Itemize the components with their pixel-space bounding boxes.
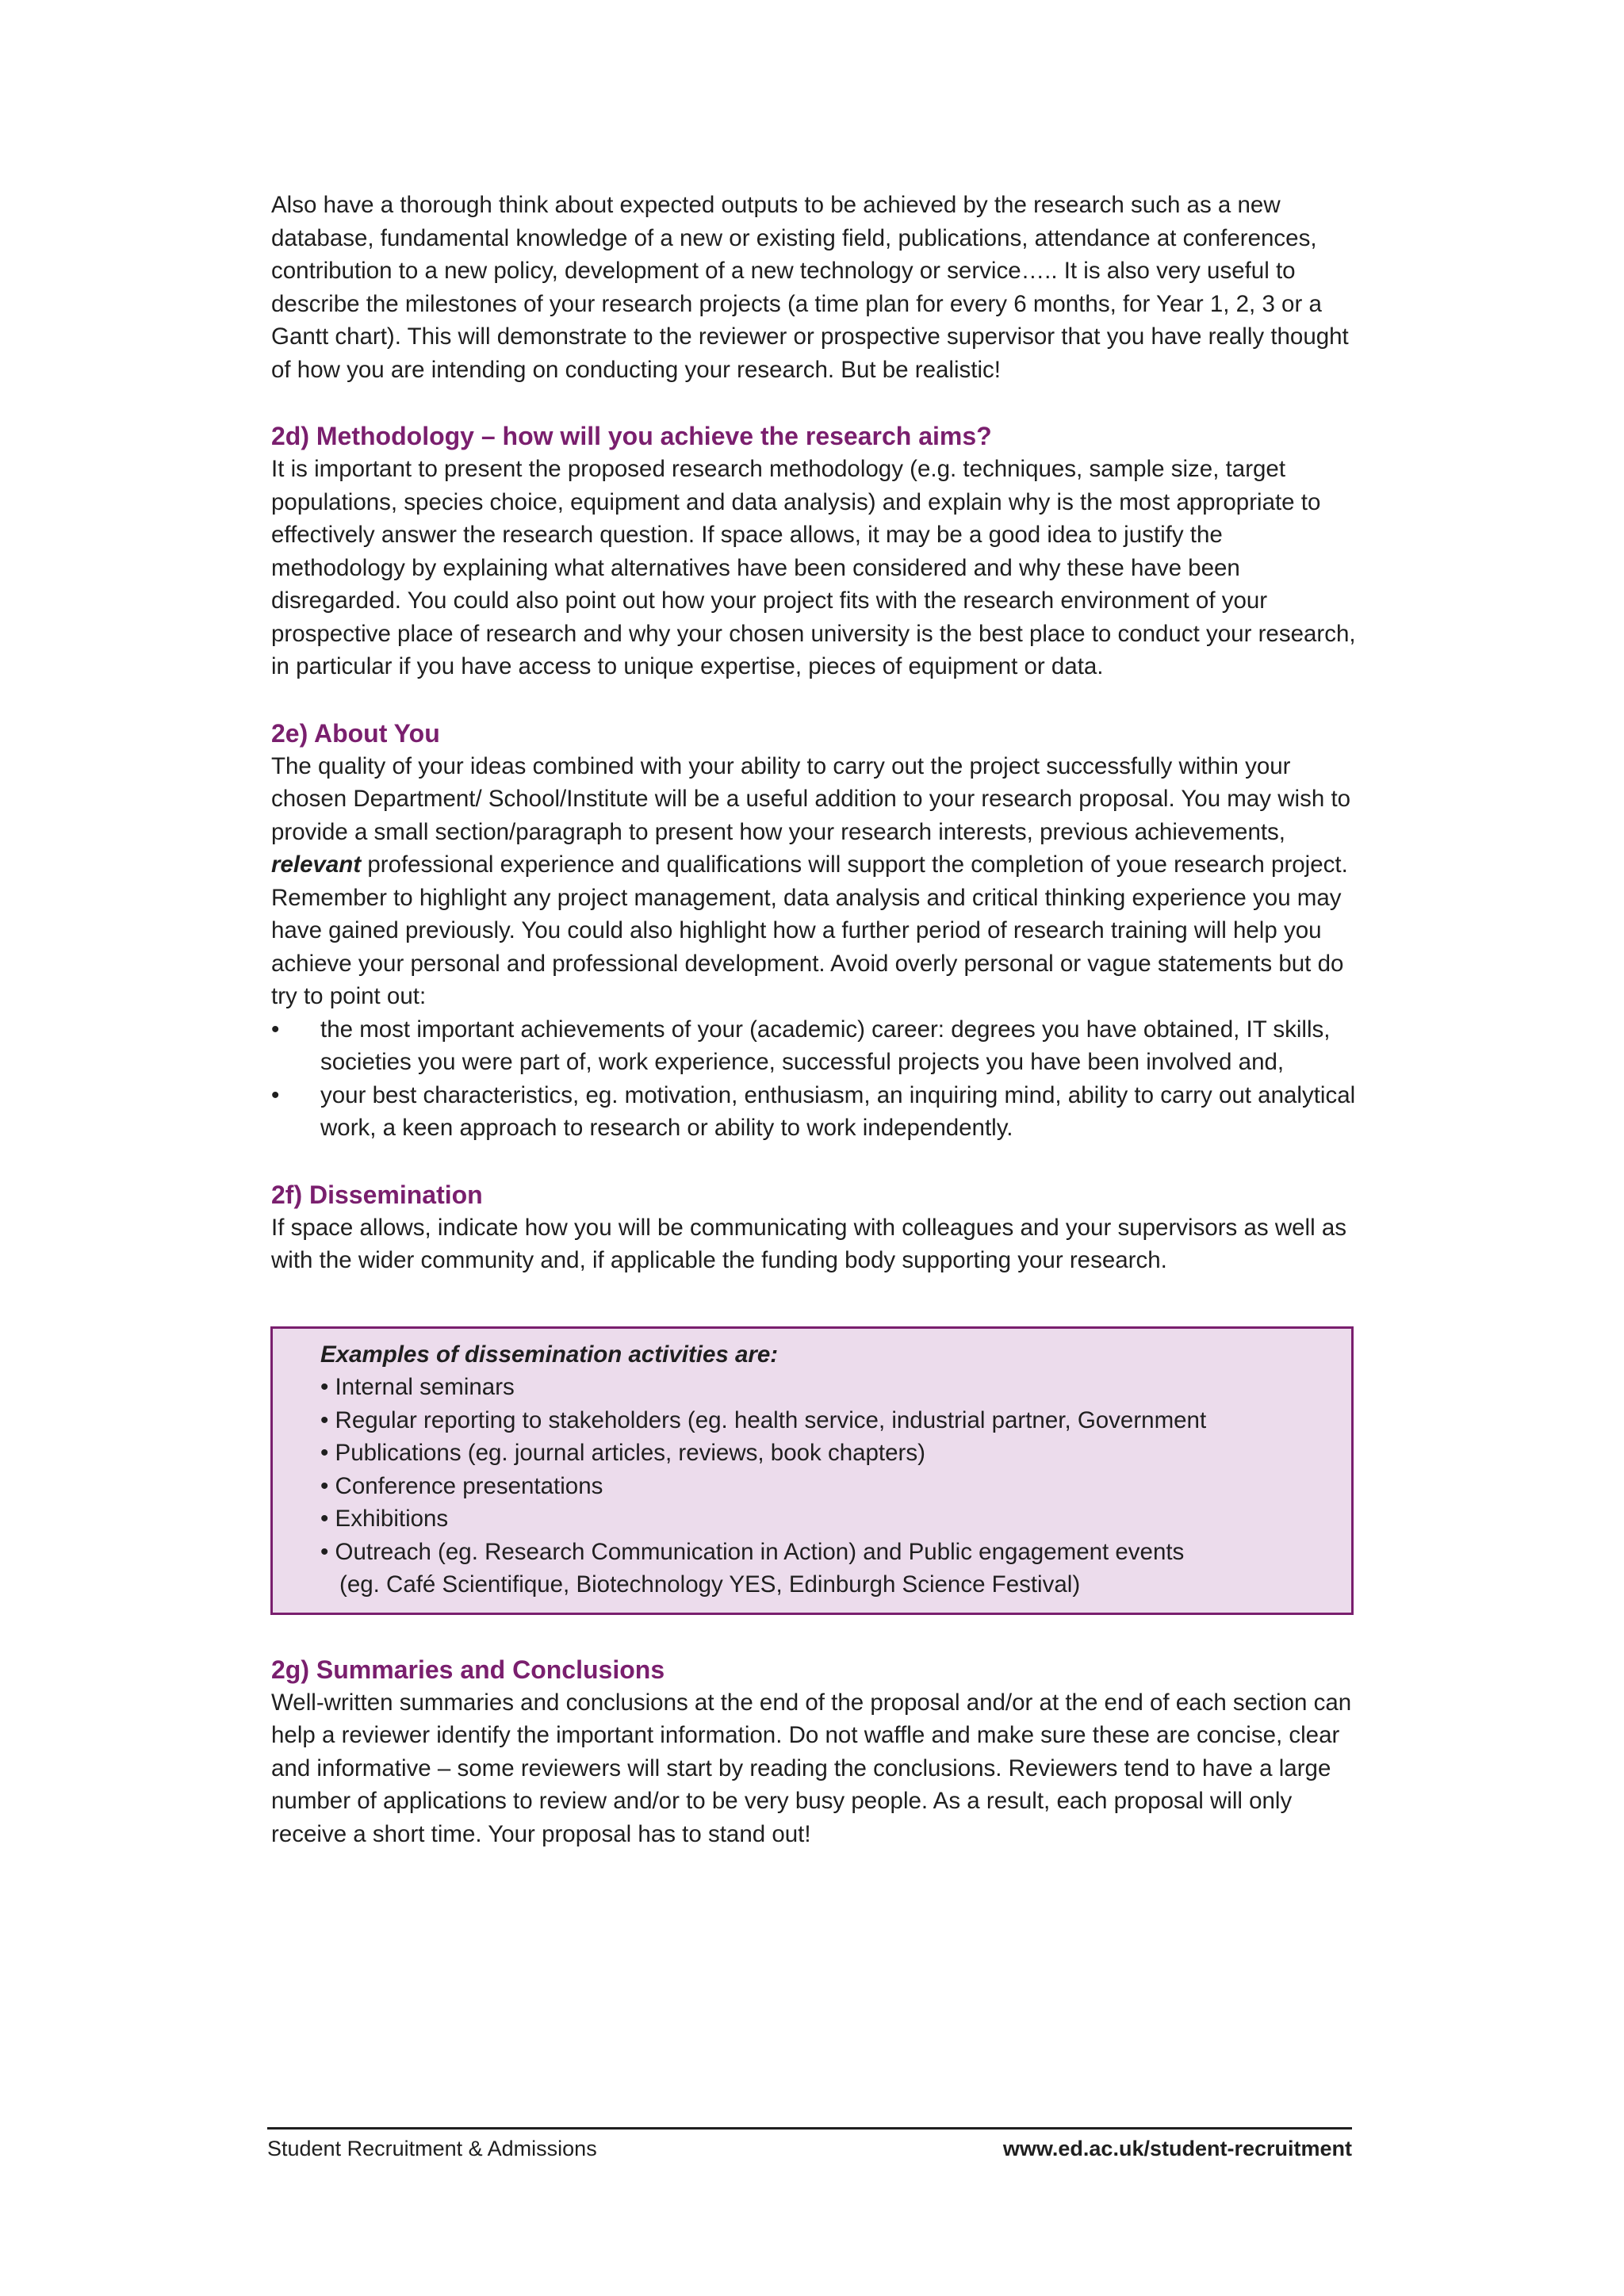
footer-website-link[interactable]: www.ed.ac.uk/student-recruitment: [1002, 2137, 1352, 2160]
methodology-section: [271, 419, 1358, 683]
list-item-text: your best characteristics, eg. motivation, enthusiasm, an inquiring mind, ability to carry out analytical work, a keen approach to research or ability to work independently.: [320, 1081, 1356, 1141]
list-item-continuation: (eg. Café Scientifique, Biotechnology YES, Edinburgh Science Festival): [339, 1571, 1081, 1598]
about-text-before: The quality of your ideas combined with your ability to carry out the project successfully within your chosen Department/ School/Institute will be a useful addition to your research proposal. You may wish to provide a small section/paragraph to present how your research interests, previous achievements,: [271, 752, 1351, 845]
document-page: [271, 189, 1358, 1850]
summaries-heading: 2g) Summaries and Conclusions: [271, 1655, 665, 1684]
list-item: • Regular reporting to stakeholders (eg. health service, industrial partner, Government: [320, 1406, 1207, 1433]
intro-paragraph: Also have a thorough think about expected outputs to be achieved by the research such as a new database, fundamental knowledge of a new or existing field, publications, attendance at conferences, contribution to a new policy, development of a new technology or service….. It is also very useful to describe the milestones of your research projects (a time plan for every 6 months, for Year 1, 2, 3 or a Gantt chart). This will demonstrate to the reviewer or prospective supervisor that you have really thought of how you are intending on conducting your research. But be realistic!: [271, 192, 1349, 383]
list-item: [271, 1013, 1358, 1079]
list-item: • Internal seminars: [320, 1374, 515, 1400]
dissemination-paragraph: If space allows, indicate how you will be communicating with colleagues and your supervisors as well as with the wider community and, if applicable the funding body supporting your research.: [271, 1214, 1347, 1273]
dissemination-heading: 2f) Dissemination: [271, 1180, 483, 1209]
about-heading: 2e) About You: [271, 718, 440, 748]
dissemination-section: [271, 1178, 1358, 1615]
about-bullet-list: [271, 1013, 1358, 1145]
summaries-paragraph: Well-written summaries and conclusions at the end of the proposal and/or at the end of each section can help a reviewer identify the important information. Do not waffle and make sure these are concise, clear and informative – some reviewers will start by reading the conclusions. Reviewers tend to have a large number of applications to review and/or to be very busy people. As a result, each proposal will only receive a short time. Your proposal has to stand out!: [271, 1689, 1352, 1847]
methodology-paragraph: It is important to present the proposed research methodology (e.g. techniques, sample size, target populations, species choice, equipment and data analysis) and explain why is the most appropriate to effectively answer the research question. If space allows, it may be a good idea to justify the methodology by explaining what alternatives have been considered and why these have been disregarded. You could also point out how your project fits with the research environment of your prospective place of research and why your chosen university is the best place to conduct your research, in particular if you have access to unique expertise, pieces of equipment or data.: [271, 456, 1356, 679]
footer-department: Student Recruitment & Admissions: [267, 2137, 597, 2160]
box-list: [320, 1371, 1335, 1601]
bullet-icon: •: [271, 1081, 280, 1108]
box-title: Examples of dissemination activities are:: [320, 1341, 779, 1368]
list-item: [271, 1079, 1358, 1145]
list-item-text: • Outreach (eg. Research Communication in Action) and Public engagement events: [320, 1538, 1185, 1565]
list-item: • Publications (eg. journal articles, reviews, book chapters): [320, 1440, 925, 1466]
list-item-text: the most important achievements of your (academic) career: degrees you have obtained, IT skills, societies you were part of, work experience, successful projects you have been involved and,: [320, 1016, 1331, 1075]
bullet-icon: •: [271, 1016, 280, 1043]
about-emphasis: relevant: [271, 851, 362, 878]
about-section: [271, 717, 1358, 1145]
list-item: • Conference presentations: [320, 1472, 603, 1499]
methodology-heading: 2d) Methodology – how will you achieve the research aims?: [271, 422, 992, 450]
list-item: [320, 1536, 1335, 1601]
summaries-section: [271, 1653, 1358, 1851]
list-item: • Exhibitions: [320, 1506, 449, 1532]
page-footer: [267, 2127, 1352, 2163]
about-paragraph: [271, 750, 1358, 1013]
about-text-after: professional experience and qualifications will support the completion of youe research project. Remember to highlight any project management, data analysis and critical thinking experience you may have gained previously. You could also highlight how a further period of research training will help you achieve your personal and professional development. Avoid overly personal or vague statements but do try to point out:: [271, 851, 1348, 1009]
dissemination-examples-box: [270, 1326, 1354, 1615]
